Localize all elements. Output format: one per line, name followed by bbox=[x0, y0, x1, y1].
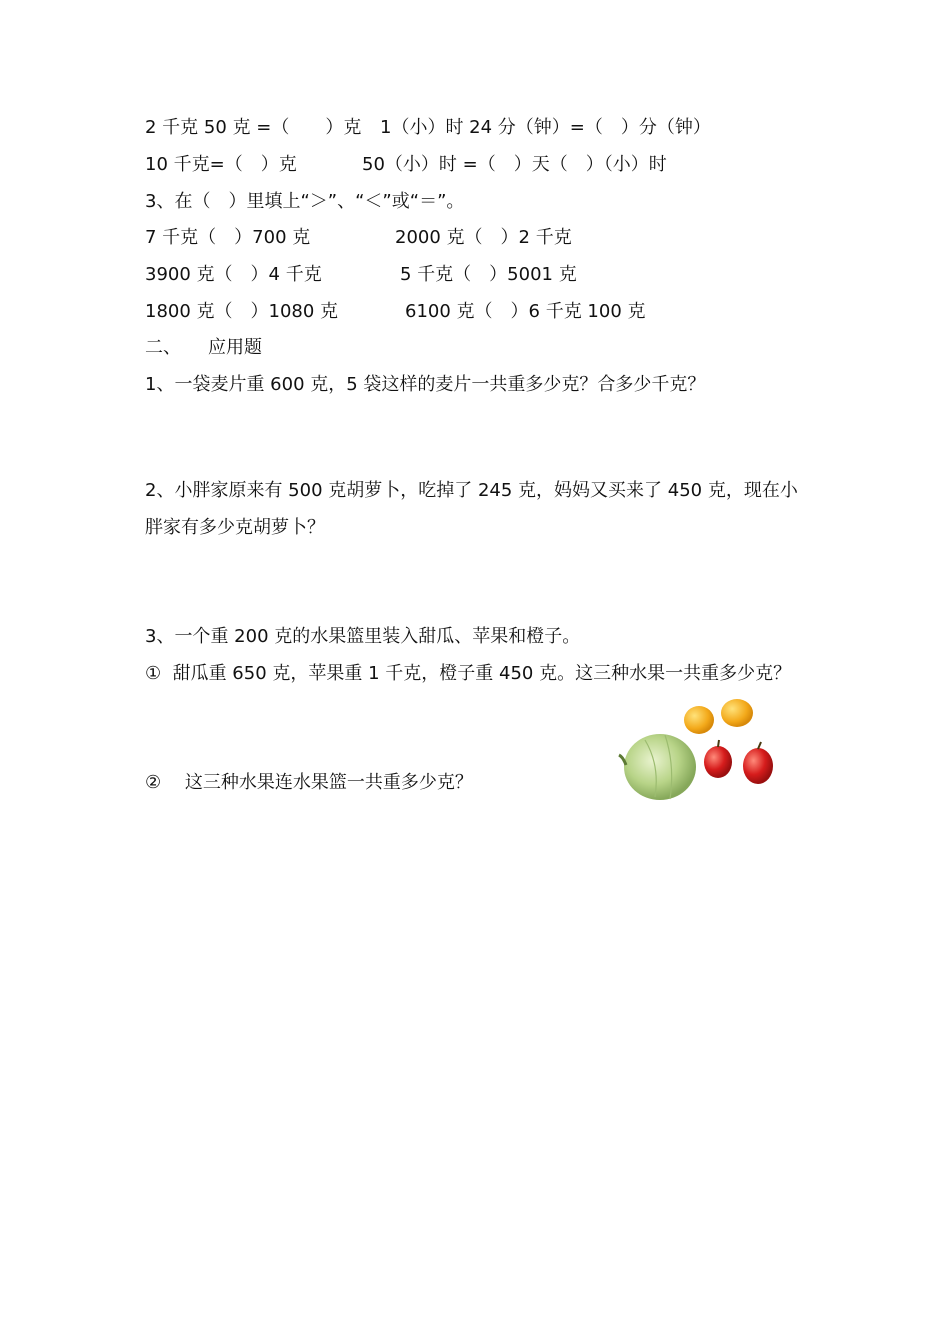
compare-3-right: 6100 克（ ）6 千克 100 克 bbox=[405, 301, 646, 322]
compare-2-right: 5 千克（ ）5001 克 bbox=[400, 264, 577, 285]
compare-2-left: 3900 克（ ）4 千克 bbox=[145, 264, 322, 285]
melon-icon bbox=[619, 734, 696, 800]
apple-icon bbox=[704, 740, 773, 784]
application-question-1: 1、一袋麦片重 600 克，5 袋这样的麦片一共重多少克？合多少千克？ bbox=[145, 374, 706, 395]
application-question-3: 3、一个重 200 克的水果篮里装入甜瓜、苹果和橙子。 bbox=[145, 626, 581, 647]
fruit-illustration bbox=[615, 695, 780, 805]
application-question-3-part-1: ① 甜瓜重 650 克，苹果重 1 千克，橙子重 450 克。这三种水果一共重多少克？ bbox=[145, 663, 792, 684]
question-3-title: 3、在（ ）里填上“＞”、“＜”或“＝”。 bbox=[145, 191, 465, 212]
conversion-1-left: 2 千克 50 克 =（ ）克 bbox=[145, 117, 362, 138]
section-2-heading: 二、 应用题 bbox=[145, 337, 262, 358]
compare-1-right: 2000 克（ ）2 千克 bbox=[395, 227, 572, 248]
compare-3-left: 1800 克（ ）1080 克 bbox=[145, 301, 339, 322]
application-question-2: 2、小胖家原来有 500 克胡萝卜，吃掉了 245 克，妈妈又买来了 450 克，现在小胖家有多少克胡萝卜？ bbox=[145, 480, 798, 538]
conversion-2-right: 50（小）时 =（ ）天（ ）（小）时 bbox=[362, 154, 667, 175]
conversion-1-right: 1（小）时 24 分（钟）=（ ）分（钟） bbox=[380, 117, 711, 138]
application-question-3-part-2: ② 这三种水果连水果篮一共重多少克？ bbox=[145, 772, 473, 793]
compare-1-left: 7 千克（ ）700 克 bbox=[145, 227, 311, 248]
orange-icon bbox=[684, 699, 753, 734]
conversion-2-left: 10 千克=（ ）克 bbox=[145, 154, 297, 175]
